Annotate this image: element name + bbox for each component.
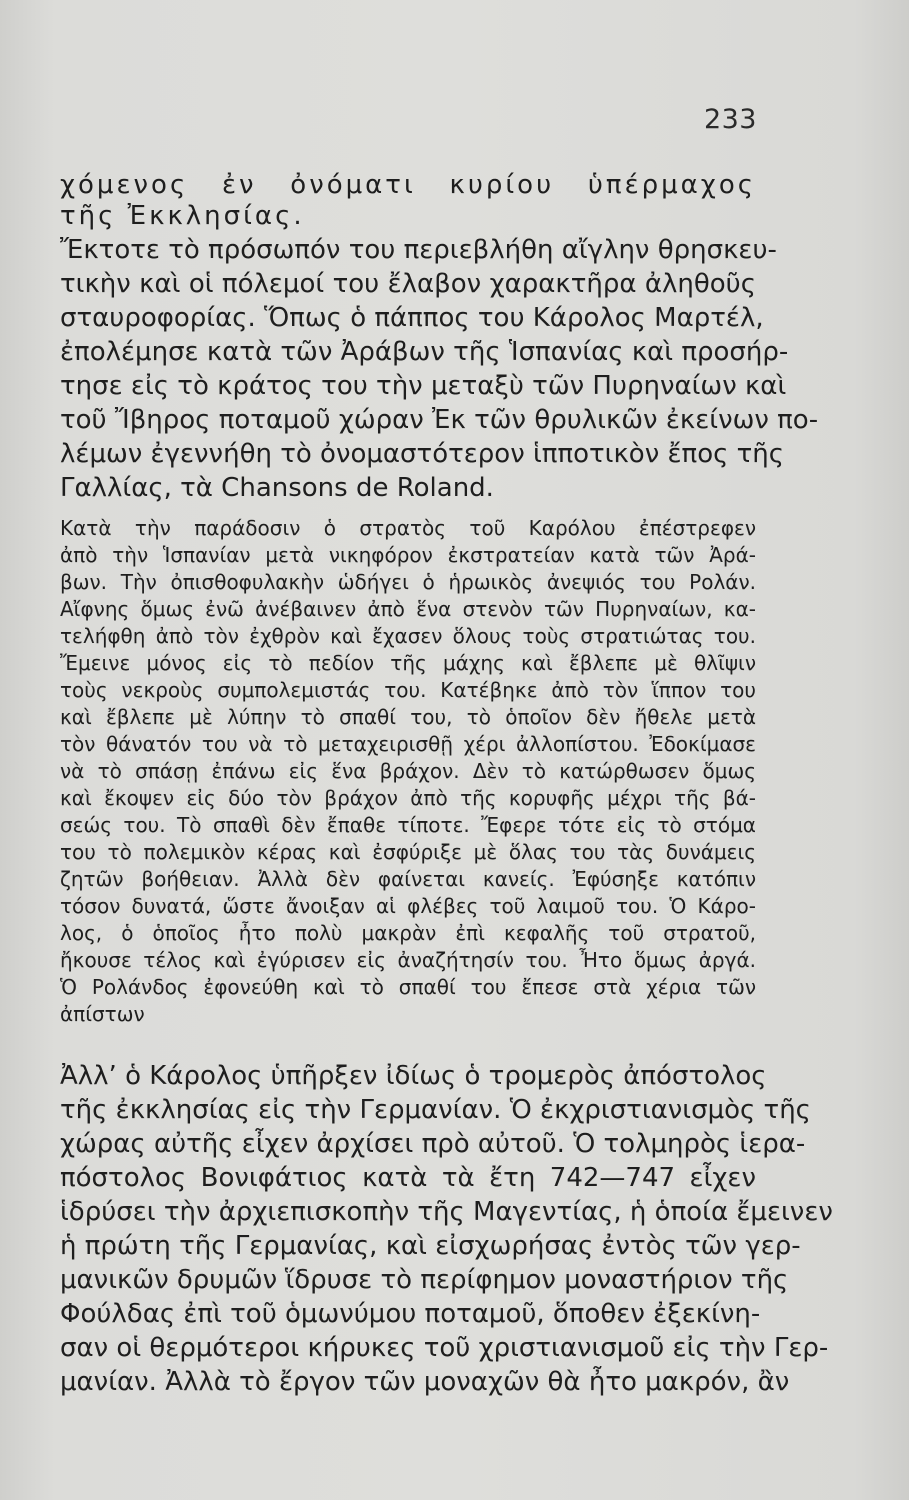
- text-line: ἱδρύσει τὴν ἀρχιεπισκοπὴν τῆς Μαγεντίας, ἡ ὁποία ἔμεινεν: [60, 1197, 833, 1227]
- text-line: Ἀλλ’ ὁ Κάρολος ὑπῆρξεν ἰδίως ὁ τρομερὸς ἀπόστολος: [60, 1061, 767, 1091]
- text-line: πόστολος Βονιφάτιος κατὰ τὰ ἔτη 742—747 εἶχεν: [60, 1163, 756, 1193]
- text-line: τοῦ Ἴβηρος ποταμοῦ χώραν Ἐκ τῶν θρυλικῶν ἐκείνων πο-: [60, 405, 819, 435]
- page-number: 233: [703, 104, 757, 135]
- text-line: νὰ τὸ σπάσῃ ἐπάνω εἰς ἕνα βράχον. Δὲν τὸ κατώρθωσεν ὅμως: [60, 759, 756, 783]
- text-line: σεώς του. Τὸ σπαθὶ δὲν ἔπαθε τίποτε. Ἔφερε τότε εἰς τὸ στόμα: [60, 813, 756, 837]
- text-line: σαν οἱ θερμότεροι κήρυκες τοῦ χριστιανισμοῦ εἰς τὴν Γερ-: [60, 1333, 829, 1363]
- text-line: τησε εἰς τὸ κράτος του τὴν μεταξὺ τῶν Πυρηναίων καὶ: [60, 371, 787, 401]
- text-line: τοὺς νεκροὺς συμπολεμιστάς του. Κατέβηκε ἀπὸ τὸν ἵππον του: [60, 678, 756, 702]
- text-line: Γαλλίας, τὰ Chansons de Roland.: [60, 473, 494, 503]
- text-line: ἡ πρώτη τῆς Γερμανίας, καὶ εἰσχωρήσας ἐντὸς τῶν γερ-: [60, 1231, 801, 1261]
- text-line: Ἔκτοτε τὸ πρόσωπόν του περιεβλήθη αἴγλην θρησκευ-: [60, 235, 777, 265]
- text-line: καὶ ἔβλεπε μὲ λύπην τὸ σπαθί του, τὸ ὁποῖον δὲν ἤθελε μετὰ: [60, 705, 756, 729]
- text-line: ζητῶν βοήθειαν. Ἀλλὰ δὲν φαίνεται κανείς. Ἐφύσηξε κατόπιν: [60, 867, 756, 891]
- text-line: μανικῶν δρυμῶν ἵδρυσε τὸ περίφημον μοναστήριον τῆς: [60, 1265, 789, 1295]
- text-line: Ὁ Ρολάνδος ἐφονεύθη καὶ τὸ σπαθί του ἔπεσε στὰ χέρια τῶν: [60, 975, 756, 999]
- text-line: βων. Τὴν ὀπισθοφυλακὴν ὡδήγει ὁ ἡρωικὸς ἀνεψιός του Ρολάν.: [60, 570, 756, 594]
- text-line: χόμενος ἐν ὀνόματι κυρίου ὑπέρμαχος: [60, 170, 756, 200]
- text-line: τῆς ἐκκλησίας εἰς τὴν Γερμανίαν. Ὁ ἐκχριστιανισμὸς τῆς: [60, 1095, 811, 1125]
- text-line: χώρας αὐτῆς εἶχεν ἀρχίσει πρὸ αὐτοῦ. Ὁ τολμηρὸς ἱερα-: [60, 1129, 806, 1159]
- text-line: Αἴφνης ὅμως ἐνῶ ἀνέβαινεν ἀπὸ ἕνα στενὸν τῶν Πυρηναίων, κα-: [60, 597, 756, 621]
- text-line: λέμων ἐγεννήθη τὸ ὀνομαστότερον ἱπποτικὸν ἔπος τῆς: [60, 439, 785, 469]
- text-line: Φούλδας ἐπὶ τοῦ ὁμωνύμου ποταμοῦ, ὅποθεν ἐξεκίνη-: [60, 1299, 761, 1329]
- text-line: Ἔμεινε μόνος εἰς τὸ πεδίον τῆς μάχης καὶ ἔβλεπε μὲ θλῖψιν: [60, 651, 756, 675]
- text-line: τῆς Ἐκκλησίας.: [60, 201, 305, 231]
- text-line: τόσον δυνατά, ὥστε ἄνοιξαν αἱ φλέβες τοῦ λαιμοῦ του. Ὁ Κάρο-: [60, 894, 756, 918]
- text-line: τελήφθη ἀπὸ τὸν ἐχθρὸν καὶ ἔχασεν ὅλους τοὺς στρατιώτας του.: [60, 624, 756, 648]
- text-line: ἐπολέμησε κατὰ τῶν Ἀράβων τῆς Ἱσπανίας καὶ προσήρ-: [60, 337, 789, 367]
- text-line: Κατὰ τὴν παράδοσιν ὁ στρατὸς τοῦ Καρόλου ἐπέστρεφεν: [60, 516, 756, 540]
- text-line: λος, ὁ ὁποῖος ἦτο πολὺ μακρὰν ἐπὶ κεφαλῆς τοῦ στρατοῦ,: [60, 921, 756, 945]
- text-line: σταυροφορίας. Ὅπως ὁ πάππος του Κάρολος Μαρτέλ,: [60, 303, 764, 333]
- text-line: του τὸ πολεμικὸν κέρας καὶ ἐσφύριξε μὲ ὅλας του τὰς δυνάμεις: [60, 840, 756, 864]
- text-line: τὸν θάνατόν του νὰ τὸ μεταχειρισθῇ χέρι ἀλλοπίστου. Ἐδοκίμασε: [60, 732, 756, 756]
- text-line: τικὴν καὶ οἱ πόλεμοί του ἔλαβον χαρακτῆρα ἀληθοῦς: [60, 269, 756, 299]
- text-line: ἀπίστων: [60, 1002, 145, 1026]
- text-line: ἤκουσε τέλος καὶ ἐγύρισεν εἰς ἀναζήτησίν του. Ἦτο ὅμως ἀργά.: [60, 948, 756, 972]
- text-line: ἀπὸ τὴν Ἱσπανίαν μετὰ νικηφόρον ἐκστρατείαν κατὰ τῶν Ἀρά-: [60, 543, 756, 567]
- text-line: καὶ ἔκοψεν εἰς δύο τὸν βράχον ἀπὸ τῆς κορυφῆς μέχρι τῆς βά-: [60, 786, 756, 810]
- text-line: μανίαν. Ἀλλὰ τὸ ἔργον τῶν μοναχῶν θὰ ἦτο μακρόν, ἂν: [60, 1367, 790, 1397]
